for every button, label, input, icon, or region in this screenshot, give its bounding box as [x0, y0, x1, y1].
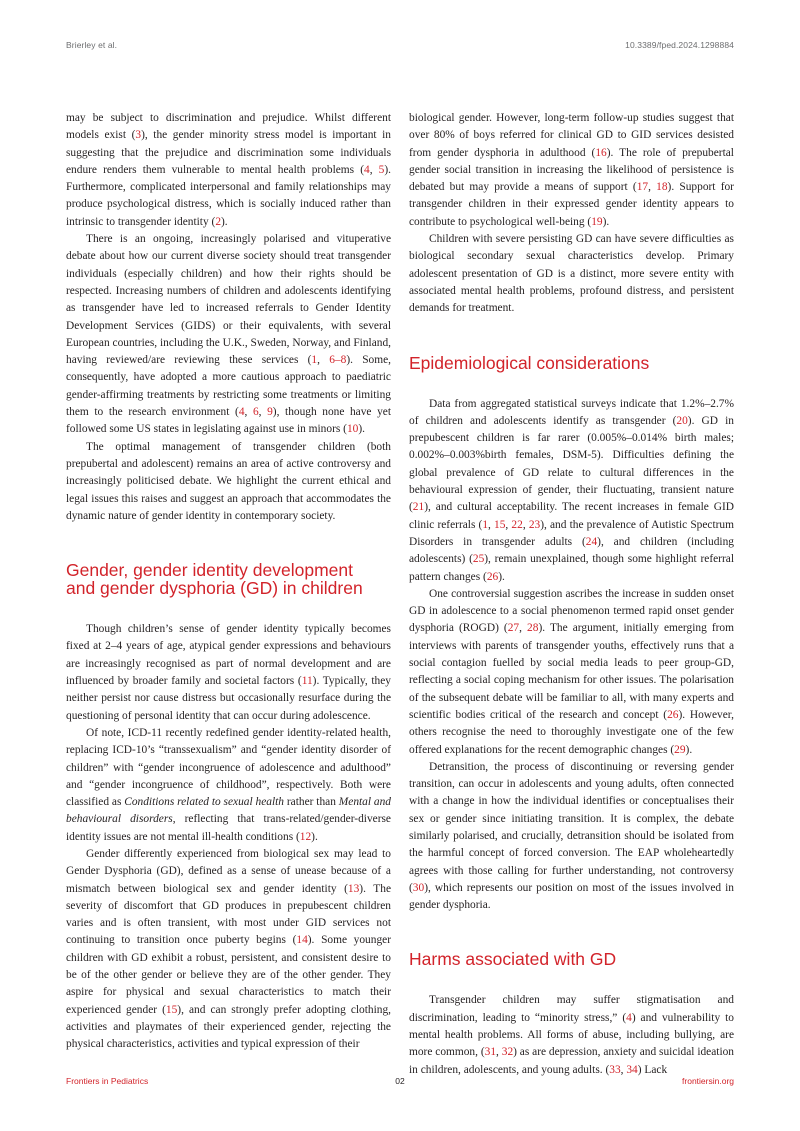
citation-link[interactable]: 33 [609, 1063, 621, 1076]
footer-journal: Frontiers in Pediatrics [66, 1076, 149, 1086]
paragraph: biological gender. However, long-term follow-up studies suggest that over 80% of boys referred for clinical GD to GID services desisted from gender dysphoria in adulthood (16). The role of prepubertal gender social transition in increasing the likelihood of persistence is debated but may provide a means of support (17, 18). Support for transgender children in their expressed gender identity appears to contribute to psychological well-being (19). [409, 112, 734, 228]
citation-link[interactable]: 25 [472, 553, 485, 566]
citation-link[interactable]: 19 [591, 215, 603, 228]
paragraph: Children with severe persisting GD can have severe difficulties as biological secondary sexual characteristics develop. Primary adolescent presentation of GD is a distinct, more severe entity with associated mental health problems, profound distress, and persistent demands for treatment. [409, 233, 734, 315]
citation-link[interactable]: 24 [585, 535, 598, 548]
citation-link[interactable]: 22 [511, 518, 523, 531]
citation-link[interactable]: 9 [267, 406, 273, 419]
citation-link[interactable]: 21 [412, 501, 425, 514]
citation-link[interactable]: 6 [252, 406, 259, 419]
citation-link[interactable]: 6–8 [329, 354, 347, 367]
paragraph: Data from aggregated statistical surveys indicate that 1.2%–2.7% of children and adolescents identify as transgender (20). GD in prepubescent children is far rarer (0.005%–0.014% birth males; 0.002%–0.003%birth females, DSM-5). Difficulties defining the global prevalence of GD relate to cultural differences in the behavioural expression of gender, their fluctuating, transient nature (21), and cultural acceptability. The recent increases in female GID clinic referrals (1, 15, 22, 23), and the prevalence of Autistic Spectrum Disorders in transgender adults (24), and children (including adolescents) (25), remain unexplained, though some highlight referral pattern changes (26). [409, 397, 734, 583]
citation-link[interactable]: 26 [667, 708, 679, 721]
citation-link[interactable]: 18 [656, 181, 668, 194]
citation-link[interactable]: 4 [364, 163, 370, 176]
citation-link[interactable]: 4 [626, 1011, 632, 1024]
running-header-doi: 10.3389/fped.2024.1298884 [625, 40, 734, 50]
paragraph: Gender differently experienced from biological sex may lead to Gender Dysphoria (GD), defined as a sense of unease because of a mismatch between biological sex and gender identity (13). The severity of discomfort that GD produces in prepubescent children varies and is often transient, with most under GID services not continuing to transition once puberty begins (14). Some younger children with GD exhibit a robust, persistent, and consistent desire to be of the other gender or believe they are of the other gender. They aspire for physical and sexual characteristics to match their experienced gender (15), and can strongly prefer adopting clothing, activities and playmates of their experienced gender, rejecting the physical characteristics, activities and typical expression of their [66, 847, 391, 1051]
citation-link[interactable]: 23 [528, 518, 541, 531]
heading-line: Gender, gender identity development [66, 560, 353, 581]
citation-link[interactable]: 28 [527, 622, 539, 635]
running-header-authors: Brierley et al. [66, 40, 118, 50]
paragraph: may be subject to discrimination and prejudice. Whilst different models exist (3), the gender minority stress model is important in suggesting that the prejudice and discrimination some individuals endure renders them vulnerable to mental health problems (4, 5). Furthermore, complicated interpersonal and family relationships may produce psychological distress, which is socially induced rather than intrinsic to transgender identity (2). [66, 112, 392, 228]
heading-line: and gender dysphoria (GD) in children [66, 578, 363, 599]
citation-link[interactable]: 30 [412, 881, 425, 894]
citation-link[interactable]: 12 [299, 830, 312, 843]
citation-link[interactable]: 20 [676, 414, 688, 427]
footer-site: frontiersin.org [682, 1076, 734, 1086]
citation-link[interactable]: 29 [674, 743, 686, 756]
citation-link[interactable]: 1 [482, 518, 489, 531]
citation-link[interactable]: 26 [486, 570, 499, 583]
right-column [409, 110, 734, 1079]
citation-link[interactable]: 10 [346, 423, 359, 436]
paragraph: Of note, ICD-11 recently redefined gender identity-related health, replacing ICD-10’s “transsexualism” and “gender identity disorder of children” with “gender incongruence of adolescence and adulthood” and “gender incongruence of childhood”, respectively. Both were classified as Conditions related to sexual health rather than Mental and behavioural disorders, reflecting that trans-related/gender-diverse identity issues are not mental ill-health conditions (12). [66, 726, 391, 843]
citation-link[interactable]: 17 [636, 181, 649, 194]
citation-link[interactable]: 11 [301, 675, 313, 688]
citation-link[interactable]: 2 [215, 215, 222, 228]
footer-page-number: 02 [395, 1076, 405, 1086]
citation-link[interactable]: 1 [311, 354, 318, 367]
paragraph: One controversial suggestion ascribes the increase in sudden onset GD in adolescence to a social phenomenon termed rapid onset gender dysphoria (ROGD) (27, 28). The argument, initially emerging from interviews with parents of transgender youths, effectively runs that a social contagion fuelled by social media leads to peer group-GD, reflecting a social coping mechanism for other issues. The polarisation of the subsequent debate will be familiar to all, with many experts and scientific bodies critical of the research and concept (26). However, others recognise the need to thoroughly investigate one of the few offered explanations for the recent demographic changes (29). [409, 587, 734, 756]
citation-link[interactable]: 4 [238, 406, 245, 419]
section-heading-epidemiology: Epidemiological considerations [409, 352, 650, 373]
citation-link[interactable]: 15 [165, 1003, 178, 1016]
citation-link[interactable]: 14 [296, 934, 308, 947]
citation-link[interactable]: 34 [626, 1063, 638, 1076]
citation-link[interactable]: 13 [347, 882, 360, 895]
citation-link[interactable]: 3 [135, 129, 142, 142]
italic-term: Conditions related to sexual health [124, 796, 284, 809]
section-heading-gender [66, 561, 391, 597]
citation-link[interactable]: 27 [507, 622, 520, 635]
paragraph: Detransition, the process of discontinuing or reversing gender transition, can occur in adolescents and young adults, often connected with a change in how the individual identifies or conceptualises their sex or gender since initiating transition. It is complex, the debate similarly polarised, and crucially, detransition should be isolated from the harmful concept of forced conversion. The EAP wholeheartedly agrees with those calling for further understanding, not controversy (30), which represents our position on most of the issues involved in gender dysphoria. [409, 760, 734, 912]
citation-link[interactable]: 32 [501, 1046, 514, 1059]
paragraph: Though children’s sense of gender identity typically becomes fixed at 2–4 years of age, atypical gender expressions and behaviours are increasingly recognised as part of normal development and are influenced by broader family and societal factors (11). Typically, they neither persist nor cause distress but occasionally resurface during the questioning of personal identity that can occur during adolescence. [66, 623, 392, 722]
citation-link[interactable]: 5 [378, 163, 385, 176]
italic-term: Mental and behavioural disorders [66, 796, 391, 826]
citation-link[interactable]: 15 [494, 518, 506, 531]
citation-link[interactable]: 31 [484, 1046, 497, 1059]
paragraph: There is an ongoing, increasingly polarised and vituperative debate about how our current diverse society should treat transgender individuals (especially children) and how their rights should be respected. Increasing numbers of children and adolescents identifying as transgender have led to increased referrals to Gender Identity Development Services (GIDS) or their equivalents, with several European countries, including the U.K., Sweden, Norway, and Finland, having reviewed/are reviewing these services (1, 6–8). Some, consequently, have adopted a more cautious approach to paediatric gender-affirming treatments by restricting some treatments or limiting them to the research environment (4, 6, 9), though none have yet followed some US states in legislating against use in minors (10). [66, 233, 391, 436]
paragraph: The optimal management of transgender children (both prepubertal and adolescent) remains an area of active controversy and increasingly politicised debate. We highlight the current ethical and legal issues this raises and suggest an approach that accommodates the dynamic nature of gender identity in contemporary society. [66, 440, 391, 522]
paragraph: Transgender children may suffer stigmatisation and discrimination, leading to “minority stress,” (4) and vulnerability to mental health problems. All forms of abuse, including bullying, are more common, (31, 32) as are depression, anxiety and suicidal ideation in children, adolescents, and young adults. (33, 34) Lack [409, 994, 735, 1076]
citation-link[interactable]: 16 [595, 146, 607, 159]
left-column [66, 110, 391, 1054]
section-heading-harms: Harms associated with GD [409, 949, 617, 970]
